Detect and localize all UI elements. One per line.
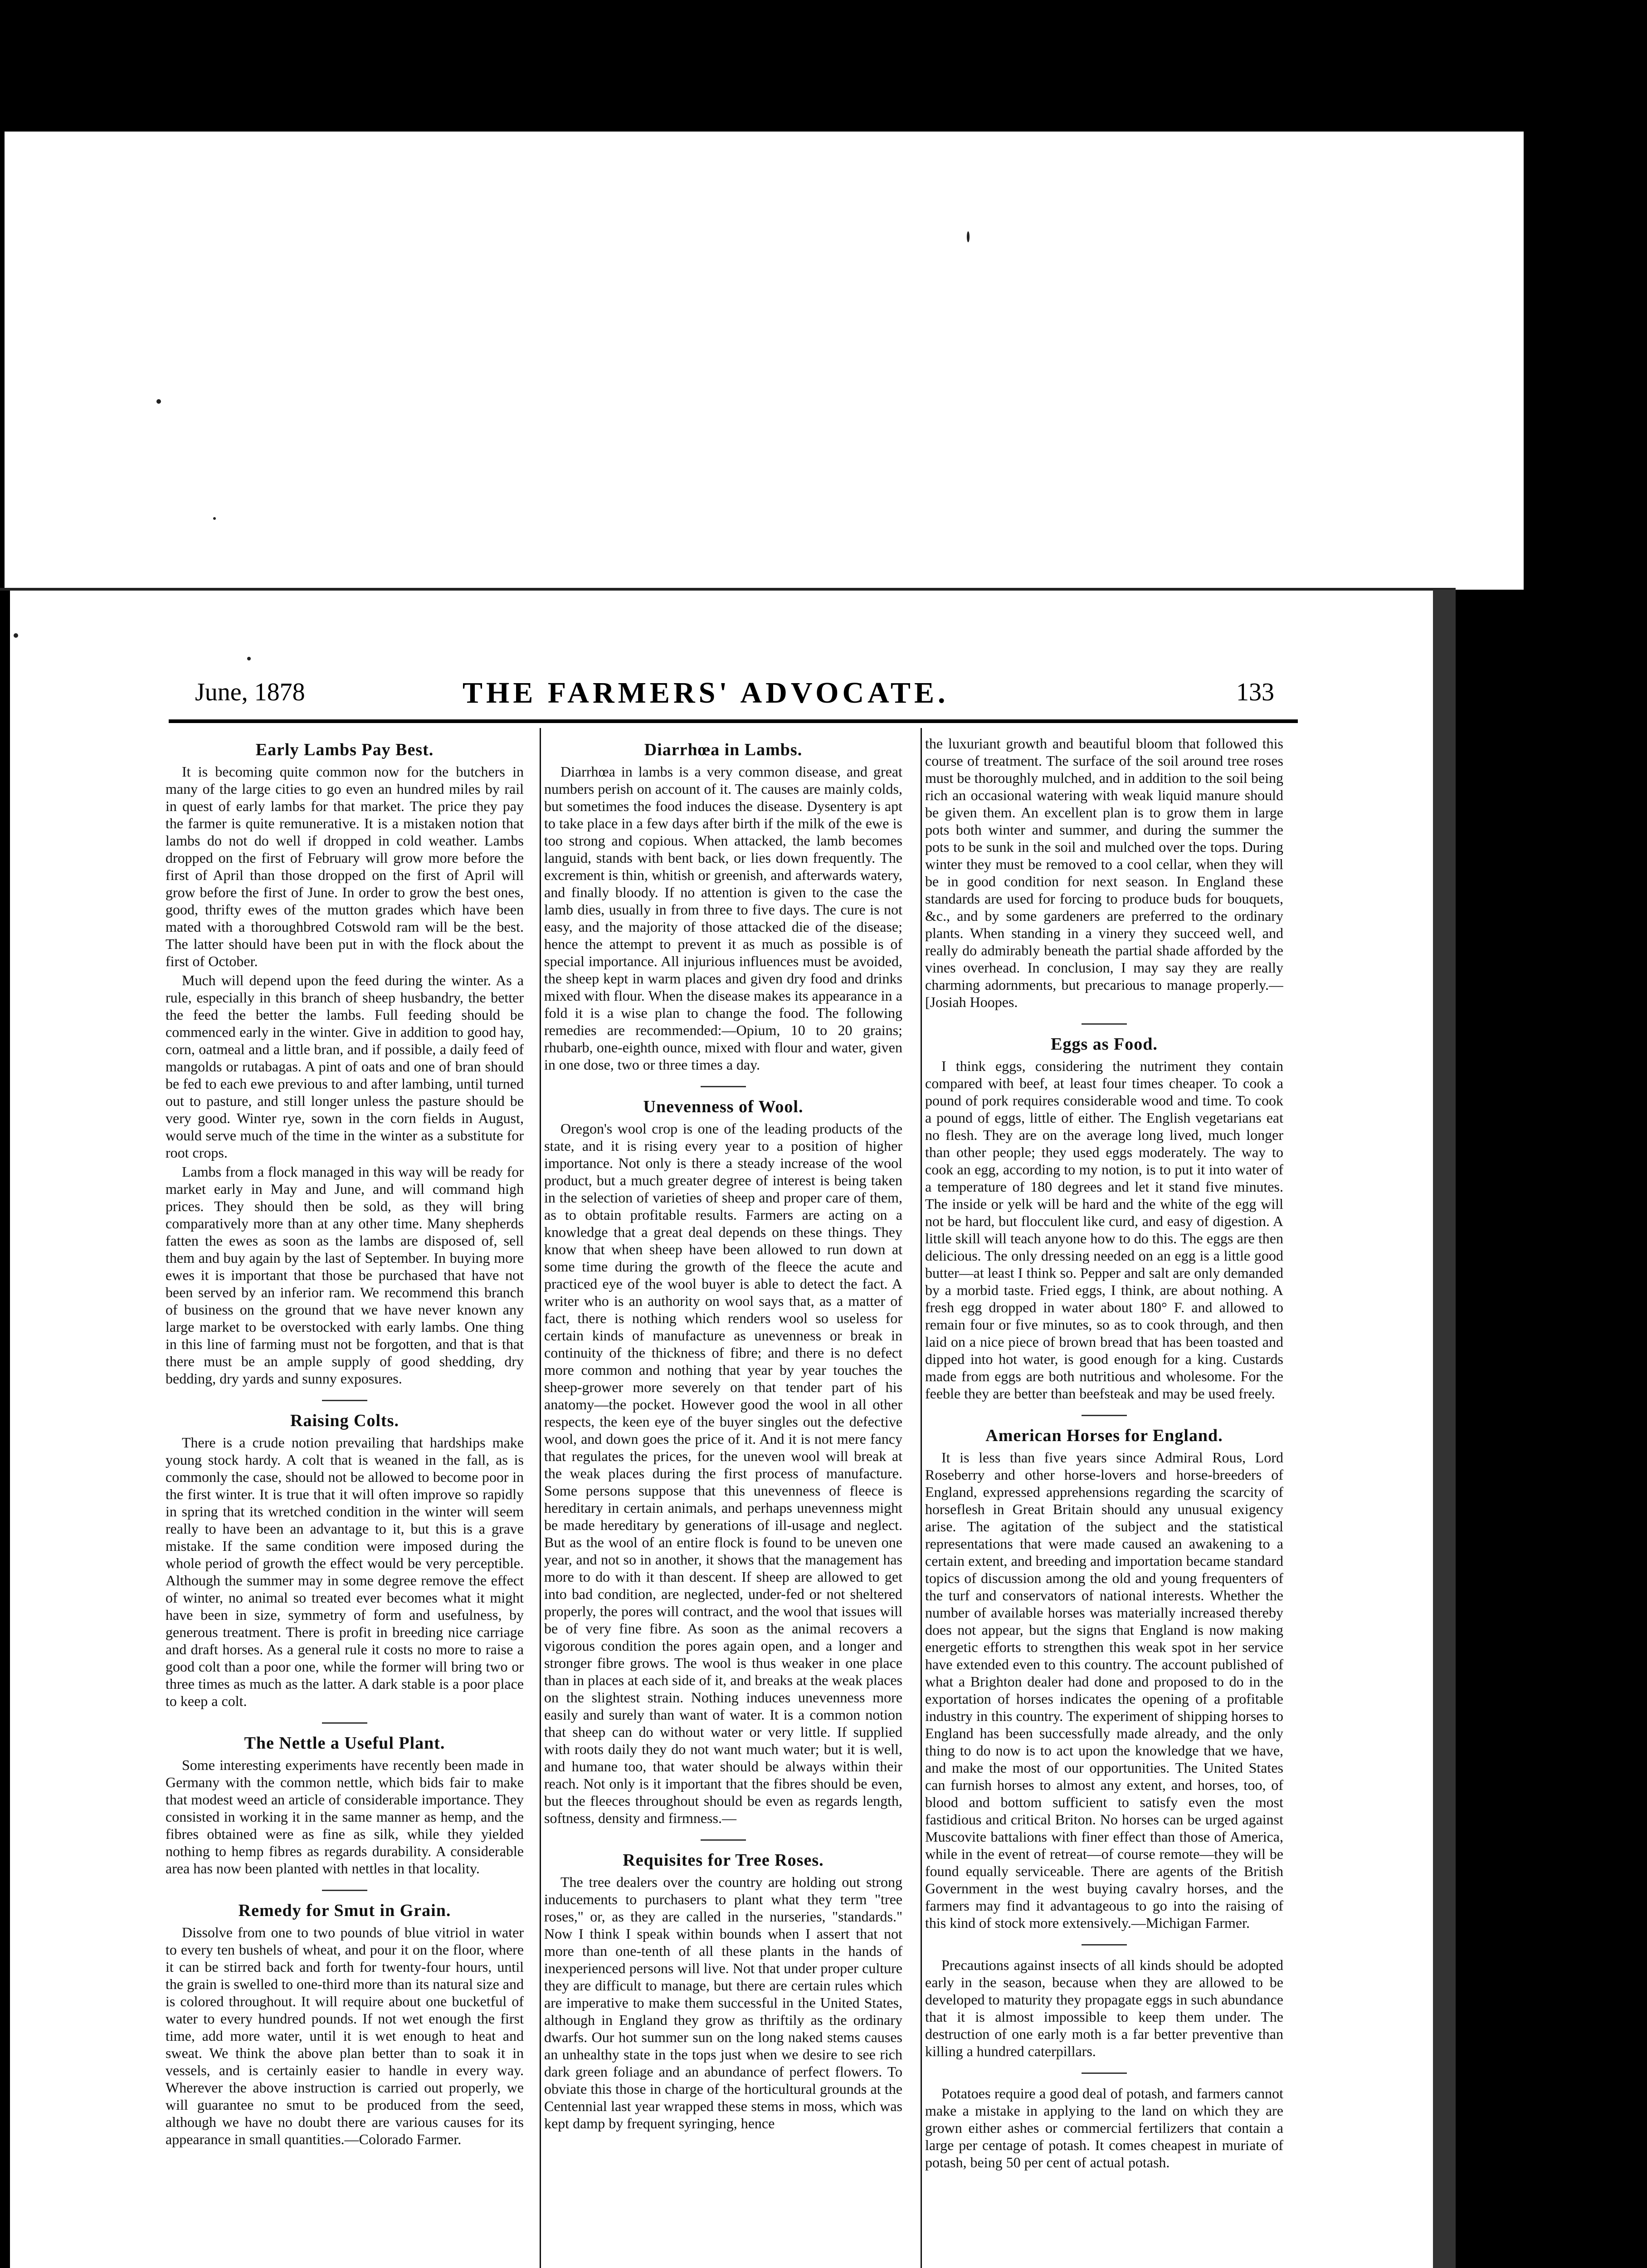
article-paragraph: Precautions against insects of all kinds should be adopted early in the season, because when they are allowed to be developed to maturity they propagate eggs in such abundance that it is almost impossible to keep them under. The destruction of one early moth is a far better preventive than killing a hundred caterpillars.	[925, 1957, 1283, 2059]
column-2	[544, 735, 902, 2268]
article-paragraph: Potatoes require a good deal of potash, and farmers cannot make a mistake in applying to the land on which they are grown either ashes or commercial fertilizers that contain a large per centage of potash. It comes cheapest in muriate of potash, being 50 per cent of actual potash.	[925, 2085, 1283, 2170]
article-title: American Horses for England.	[985, 1426, 1223, 1445]
article-title: Early Lambs Pay Best.	[255, 740, 434, 759]
dust-speck	[14, 633, 18, 638]
dust-speck	[967, 231, 970, 242]
page-right-shadow	[1433, 590, 1456, 2268]
article-paragraph: Oregon's wool crop is one of the leading products of the state, and it is rising every year to a position of higher importance. Not only is there a steady increase of the wool product, but a much greater degree of interest is being taken in the selection of varieties of sheep and proper care of them, as to obtain profitable results. Farmers are acting on a knowledge that a great deal depends on these things. They know that when sheep have been allowed to run down at some time during the growth of the fleece the acute and practiced eye of the wool buyer is able to detect the fact. A writer who is an authority on wool says that, as a matter of fact, there is nothing which renders wool so useless for certain kinds of manufacture as unevenness or break in continuity of the thickness of fibre; and there is no defect more common and nothing that year by year touches the sheep-grower more severely on that tender part of his anatomy—the pocket. However good the wool in all other respects, the keen eye of the buyer singles out the defective wool, and down goes the price of it. And it is not mere fancy that regulates the prices, for the uneven wool will break at the weak places during the first process of manufacture. Some persons suppose that this unevenness of fleece is hereditary in certain animals, and perhaps unevenness might be made hereditary by generations of ill-usage and neglect. But as the wool of an entire flock is found to be uneven one year, and not so in another, it shows that the management has more to do with it than descent. If sheep are allowed to get into bad condition, are neglected, under-fed or not sheltered properly, the pores will contract, and the wool that issues will be of very fine fibre. As soon as the animal recovers a vigorous condition the pores again open, and a longer and stronger fibre grows. The wool is thus weaker in one place than in places at each side of it, and breaks at the weak places on the slightest strain. Nothing induces unevenness more easily and surely than want of water. It is a common notion that sheep can do without water or very little. If supplied with roots daily they do not want much water; but it is well, and humane too, that water should be always within their reach. Not only is it important that the fibres should be even, but the fleeces throughout should be even as regards length, softness, density and firmness.—	[544, 1120, 902, 1826]
column-3	[925, 735, 1283, 2268]
article-paragraph: I think eggs, considering the nutriment they contain compared with beef, at least four times cheaper. To cook a pound of pork requires considerable wood and time. To cook a pound of eggs, little of either. The English vegetarians eat no flesh. They are on the average long lived, much longer than other people; they used eggs moderately. The way to cook an egg, according to my notion, is to put it into water of a temperature of 180 degrees and let it stand five minutes. The inside or yelk will be hard and the white of the egg will not be hard, but flocculent like curd, and easy of digestion. A little skill will teach anyone how to do this. The eggs are then delicious. The only dressing needed on an egg is a little good butter—at least I think so. Pepper and salt are only demanded by a morbid taste. Fried eggs, I think, are about nothing. A fresh egg dropped in water about 180° F. and allowed to remain four or five minutes, so as to cook through, and then laid on a nice piece of brown bread that has been toasted and dipped into hot water, is good enough for a king. Custards made from eggs are both nutritious and wholesome. For the feeble they are better than beefsteak and may be used freely.	[925, 1058, 1283, 1402]
article-separator	[701, 1086, 746, 1087]
page-header	[163, 675, 1301, 711]
article-american-horses	[925, 1427, 1283, 1931]
article-nettle	[166, 1735, 524, 1877]
article-paragraph: Dissolve from one to two pounds of blue vitriol in water to every ten bushels of wheat, and pour it on the floor, where it can be stirred back and forth for twenty-four hours, until the grain is swelled to one-third more than its natural size and is colored throughout. It will require about one bucketful of water to every hundred pounds. If not wet enough the first time, add more water, until it is wet enough to heat and sweat. We think the above plan better than to soak it in vessels, and is certainly easier to handle in every way. Wherever the above instruction is carried out properly, we will guarantee no smut to be produced from the seed, although we have no doubt there are various causes for its appearance in small quantities.—Colorado Farmer.	[166, 1924, 524, 2147]
issue-date: June, 1878	[195, 678, 305, 706]
article-separator	[1082, 2072, 1127, 2074]
article-insect-precautions	[925, 1956, 1283, 2060]
column-rule-2	[921, 728, 922, 2268]
article-title: Diarrhœa in Lambs.	[644, 740, 803, 759]
article-title: Unevenness of Wool.	[643, 1097, 804, 1116]
dust-speck	[247, 657, 251, 660]
article-tree-roses	[544, 1852, 902, 2132]
article-title: Remedy for Smut in Grain.	[238, 1901, 451, 1920]
article-eggs-as-food	[925, 1036, 1283, 1402]
article-separator	[322, 1890, 367, 1891]
article-diarrhoea-lambs	[544, 741, 902, 1073]
article-paragraph: the luxuriant growth and beautiful bloom that followed this course of treatment. The surface of the soil around tree roses must be thoroughly mulched, and in addition to the soil being rich an occasional watering with weak liquid manure should be given them. An excellent plan is to grow them in large pots both winter and summer, and during the summer the pots to be sunk in the soil and mulched over the tops. During winter they must be removed to a cool cellar, when they will be in good condition for next season. In England these standards are used for forcing to produce buds for bouquets, &c., and by some gardeners are preferred to the ordinary plants. When standing in a vinery they succeed well, and really do admirably beneath the partial shade afforded by the vines overhead. In conclusion, I may say they are really charming adornments, but precarious to manage properly.—[Josiah Hoopes.	[925, 735, 1283, 1010]
article-potatoes-potash	[925, 2085, 1283, 2171]
top-black-border	[0, 0, 1647, 132]
article-early-lambs	[166, 741, 524, 1387]
article-separator	[1082, 1023, 1127, 1025]
article-paragraph: Lambs from a flock managed in this way will be ready for market early in May and June, and will command high prices. They should then be sold, as they will bring comparatively more than at any other time. Many shepherds fatten the ewes as soon as the lambs are disposed of, sell them and buy again by the last of September. In buying more ewes it is important that those be purchased that have not been served by an inferior ram. We recommend this branch of business on the ground that we have never known any large market to be overstocked with early lambs. One thing in this line of farming must not be forgotten, and that is that there must be an ample supply of good shedding, dry bedding, dry yards and sunny exposures.	[166, 1163, 524, 1387]
right-black-border	[1456, 590, 1647, 2268]
article-separator	[1082, 1944, 1127, 1945]
left-edge-strip	[0, 132, 5, 590]
header-rule	[169, 719, 1298, 723]
article-paragraph: There is a crude notion prevailing that hardships make young stock hardy. A colt that is weaned in the fall, as is commonly the case, should not be allowed to become poor in the first winter. It is true that it will often improve so rapidly in spring that its wretched condition in the winter will seem really to have been an advantage to it, but this is a grave mistake. If the same condition were imposed during the whole period of growth the effect would be very perceptible. Although the summer may in some degree remove the effect of winter, no animal so treated ever becomes what it might have been in size, symmetry of form and usefulness, by generous treatment. There is profit in breeding nice carriage and draft horses. As a general rule it costs no more to raise a good colt than a poor one, while the former will bring two or three times as much as the latter. A dark stable is a poor place to keep a colt.	[166, 1434, 524, 1709]
masthead: THE FARMERS' ADVOCATE.	[463, 676, 949, 709]
article-tree-roses-continued	[925, 735, 1283, 1011]
dust-speck	[156, 399, 161, 404]
article-title: Raising Colts.	[290, 1411, 399, 1430]
article-separator	[701, 1839, 746, 1841]
column-rule-1	[540, 728, 541, 2268]
article-paragraph: It is less than five years since Admiral Rous, Lord Roseberry and other horse-lovers and horse-breeders of England, expressed apprehensions regarding the scarcity of horseflesh in Great Britain should any unusual exigency arise. The agitation of the subject and the statistical representations that were made caused an awakening to a certain extent, and breeding and importation became standard topics of discussion among the old and young frequenters of the turf and conservators of national interests. Whether the number of available horses was materially increased thereby does not appear, but the signs that England is now making energetic efforts to strengthen this weak spot in her service have extended even to this country. The account published of what a Brighton dealer had done and proposed to do in the exportation of horses indicates the opening of a profitable industry in this country. The experiment of shipping horses to England has been successfully made already, and the only thing to do now is to act upon the knowledge that we have, and make the most of our opportunities. The United States can furnish horses to almost any extent, and horses, too, of blood and bottom sufficient to satisfy even the most fastidious and critical Briton. No horses can be urged against Muscovite battalions with finer effect than those of America, while in the event of retreat—of course remote—they will be found equally serviceable. There are agents of the British Government in the west buying cavalry horses, and the farmers may find it advantageous to go into the raising of this kind of stock more extensively.—Michigan Farmer.	[925, 1449, 1283, 1931]
article-paragraph: Much will depend upon the feed during the winter. As a rule, especially in this branch of sheep husbandry, the better the feed the better the lambs. Full feeding should be commenced early in the winter. Give in addition to good hay, corn, oatmeal and a little bran, and if possible, a daily feed of mangolds or rutabagas. A pint of oats and one of bran should be fed to each ewe previous to and after lambing, until turned out to pasture, and still longer unless the pasture should be very good. Winter rye, sown in the corn fields in August, would serve much of the time in the winter as a substitute for root crops.	[166, 972, 524, 1161]
article-paragraph: The tree dealers over the country are holding out strong inducements to purchasers to plant what they term "tree roses," or, as they are called in the nurseries, "standards." Now I think I speak within bounds when I assert that not more than one-tenth of all these plants in the hands of inexperienced persons will live. Not that under proper culture they are difficult to manage, but there are certain rules which are imperative to make them successful in the United States, although in England they grow as thriftily as the ordinary dwarfs. Our hot summer sun on the long naked stems causes an unhealthy state in the tops just when we desire to see rich dark green foliage and an abundance of perfect flowers. To obviate this those in charge of the horticultural grounds at the Centennial last year wrapped these stems in moss, which was kept damp by frequent syringing, hence	[544, 1874, 902, 2131]
article-title: The Nettle a Useful Plant.	[244, 1734, 445, 1753]
article-unevenness-wool	[544, 1098, 902, 1827]
column-1	[166, 735, 524, 2268]
upper-right-black-border	[1524, 0, 1647, 590]
dust-speck	[213, 517, 216, 520]
article-title: Eggs as Food.	[1051, 1035, 1158, 1054]
article-paragraph: Diarrhœa in lambs is a very common disease, and great numbers perish on account of it. The causes are mainly colds, but sometimes the food induces the disease. Dysentery is apt to take place in a few days after birth if the milk of the ewe is too strong and copious. When attacked, the lamb becomes languid, stands with bent back, or lies down frequently. The excrement is thin, whitish or greenish, and afterwards watery, and finally bloody. If no attention is given to the case the lamb dies, usually in from three to five days. The cure is not easy, and the majority of those attacked die of the disease; hence the attempt to prevent it as much as possible is of special importance. All injurious influences must be avoided, the sheep kept in warm places and given dry food and drinks mixed with flour. When the disease makes its appearance in a fold it is a wise plan to change the food. The following remedies are recommended:—Opium, 10 to 20 grains; rhubarb, one-eighth ounce, mixed with flour and water, given in one dose, two or three times a day.	[544, 763, 902, 1073]
page-shadow-line	[0, 588, 1456, 591]
article-separator	[1082, 1415, 1127, 1416]
article-title: Requisites for Tree Roses.	[623, 1851, 824, 1870]
left-black-border	[0, 590, 10, 2268]
article-separator	[322, 1722, 367, 1724]
article-smut-remedy	[166, 1902, 524, 2148]
article-paragraph: Some interesting experiments have recently been made in Germany with the common nettle, which bids fair to make that modest weed an article of considerable importance. They consisted in working it in the same manner as hemp, and the fibres obtained were as fine as silk, while they yielded nothing to hemp fibres as regards durability. A considerable area has now been planted with nettles in that locality.	[166, 1757, 524, 1877]
article-raising-colts	[166, 1412, 524, 1710]
article-separator	[322, 1400, 367, 1401]
article-paragraph: It is becoming quite common now for the butchers in many of the large cities to go even an hundred miles by rail in quest of early lambs for that market. The price they pay the farmer is quite remunerative. It is a mistaken notion that lambs do not do well if dropped in cold weather. Lambs dropped on the first of February will grow more before the first of April than those dropped on the first of April will grow before the first of June. In order to grow the best ones, good, thrifty ewes of the mutton grades which have been mated with a thoroughbred Cotswold ram will be the best. The latter should have been put in with the flock about the first of October.	[166, 763, 524, 969]
page-number: 133	[1236, 678, 1274, 706]
